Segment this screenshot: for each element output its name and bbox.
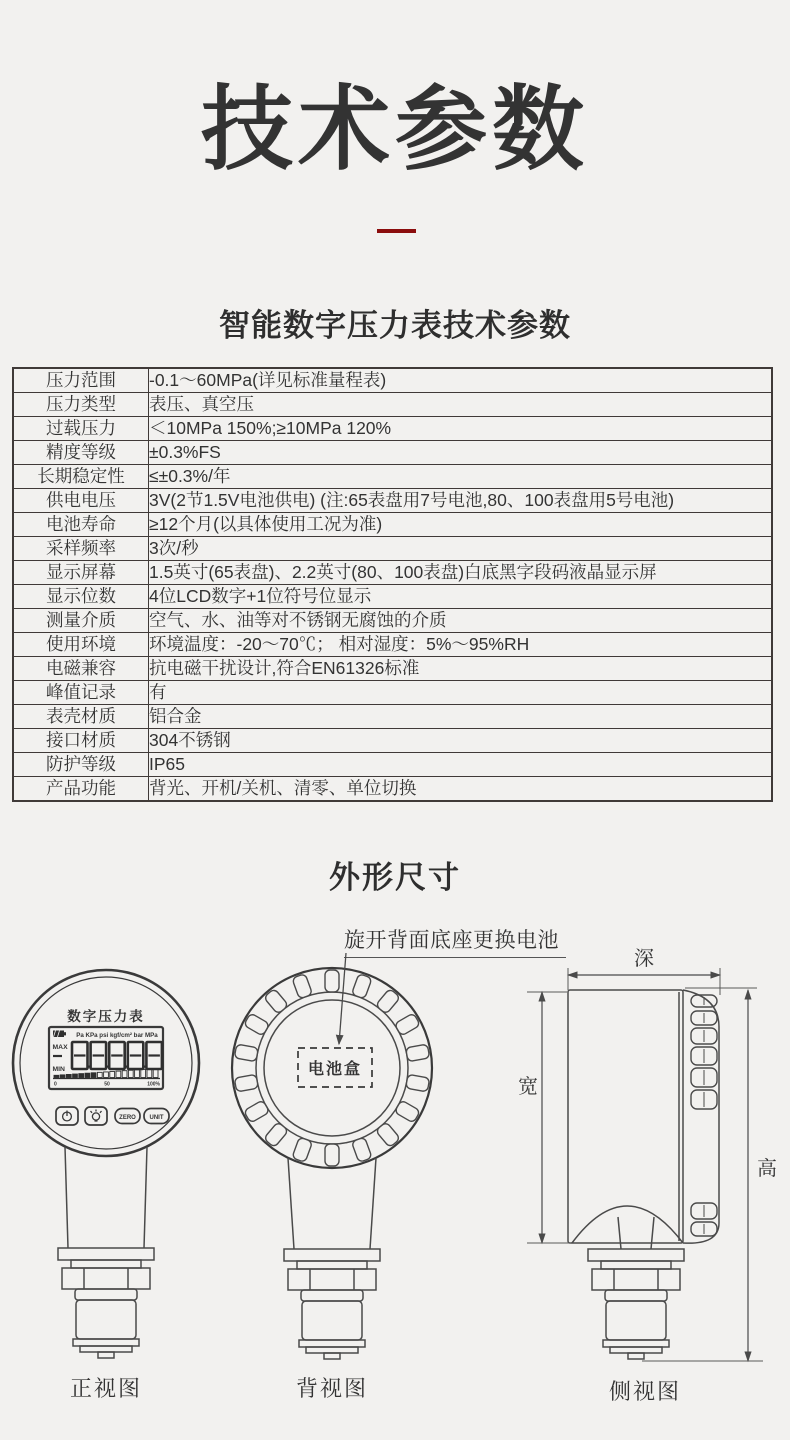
power-button <box>56 1107 78 1125</box>
bargraph-segment <box>122 1071 127 1078</box>
bargraph-segment <box>54 1075 59 1077</box>
fitting-part <box>71 1260 141 1268</box>
section-title-dimensions: 外形尺寸 <box>329 860 461 895</box>
spec-label: 接口材质 <box>13 729 149 753</box>
spec-value: IP65 <box>149 753 773 777</box>
fitting-part <box>297 1261 367 1269</box>
spec-value: 4位LCD数字+1位符号位显示 <box>149 585 773 609</box>
bargraph-segment <box>73 1074 78 1077</box>
fitting-part <box>605 1290 667 1301</box>
battery-leader-arrow <box>339 953 346 1044</box>
spec-row <box>13 729 772 753</box>
bargraph-segment <box>135 1070 140 1078</box>
spec-row <box>13 513 772 537</box>
spec-label: 电磁兼容 <box>13 657 149 681</box>
fitting-part <box>301 1290 363 1301</box>
spec-row <box>13 633 772 657</box>
spec-value: 铝合金 <box>149 705 773 729</box>
spec-row <box>13 609 772 633</box>
fitting-part <box>80 1346 132 1352</box>
bargraph-segment <box>97 1072 102 1077</box>
spec-row <box>13 561 772 585</box>
spec-label: 产品功能 <box>13 777 149 802</box>
knurl-bump <box>292 1137 313 1162</box>
process-fitting <box>284 1249 380 1359</box>
process-fitting <box>58 1248 154 1358</box>
front-view-figure <box>0 960 212 1380</box>
spec-label: 采样频率 <box>13 537 149 561</box>
spec-label: 使用环境 <box>13 633 149 657</box>
spec-label: 压力范围 <box>13 368 149 393</box>
knurl-bump <box>234 1044 258 1062</box>
bargraph-segment <box>116 1071 121 1077</box>
battery-icon <box>53 1031 66 1038</box>
lcd-scale-zero: 0 <box>54 1081 57 1088</box>
lcd-min-label: MIN <box>52 1066 65 1073</box>
spec-value: ≤±0.3%/年 <box>149 465 773 489</box>
spec-label: 测量介质 <box>13 609 149 633</box>
fitting-part <box>588 1249 684 1261</box>
spec-value: ＜10MPa 150%;≥10MPa 120% <box>149 417 773 441</box>
spec-label: 精度等级 <box>13 441 149 465</box>
fitting-part <box>610 1347 662 1353</box>
fitting-part <box>284 1249 380 1261</box>
knurl-bump <box>406 1074 430 1092</box>
spec-row <box>13 753 772 777</box>
spec-value: 1.5英寸(65表盘)、2.2英寸(80、100表盘)白底黑字段码液晶显示屏 <box>149 561 773 585</box>
page-subtitle: 智能数字压力表技术参数 <box>219 308 571 343</box>
spec-value: 304不锈钢 <box>149 729 773 753</box>
spec-label: 防护等级 <box>13 753 149 777</box>
fitting-part <box>288 1269 376 1290</box>
fitting-part <box>299 1340 365 1347</box>
stem-right <box>144 1147 147 1248</box>
spec-value: 背光、开机/关机、清零、单位切换 <box>149 777 773 802</box>
spec-row <box>13 585 772 609</box>
knurl-bump <box>351 974 372 999</box>
knurl-bump <box>325 970 339 992</box>
accent-dash <box>377 229 416 233</box>
spec-row <box>13 777 772 802</box>
spec-label: 显示位数 <box>13 585 149 609</box>
spec-value: -0.1～60MPa(详见标准量程表) <box>149 368 773 393</box>
stem-left <box>618 1217 621 1249</box>
stem-right <box>651 1217 654 1249</box>
spec-label: 供电电压 <box>13 489 149 513</box>
spec-row <box>13 417 772 441</box>
unit-button-label: UNIT <box>149 1114 164 1121</box>
stem-right <box>370 1158 376 1249</box>
fitting-part <box>75 1289 137 1300</box>
bargraph-segment <box>85 1073 90 1077</box>
spec-value: 抗电磁干扰设计,符合EN61326标准 <box>149 657 773 681</box>
spec-value: 3V(2节1.5V电池供电) (注:65表盘用7号电池,80、100表盘用5号电池) <box>149 489 773 513</box>
side-body <box>568 990 683 1243</box>
power-icon <box>63 1111 72 1121</box>
battery-box-label: 电池盒 <box>307 1061 363 1078</box>
spec-table <box>12 367 773 802</box>
caption-front-view: 正视图 <box>69 1376 142 1401</box>
spec-value: 有 <box>149 681 773 705</box>
backlight-button <box>85 1107 107 1125</box>
fitting-part <box>98 1352 114 1358</box>
stem-left <box>65 1147 68 1248</box>
spec-row <box>13 489 772 513</box>
spec-label: 表壳材质 <box>13 705 149 729</box>
spec-label: 显示屏幕 <box>13 561 149 585</box>
spec-value: 环境温度：-20～70℃； 相对湿度：5%～95%RH <box>149 633 773 657</box>
spec-value: ≥12个月(以具体使用工况为准) <box>149 513 773 537</box>
back-cover-ribs <box>691 995 717 1236</box>
spec-label: 峰值记录 <box>13 681 149 705</box>
knurl-bump <box>325 1144 339 1166</box>
caption-back-view: 背视图 <box>295 1376 368 1401</box>
spec-value: 空气、水、油等对不锈钢无腐蚀的介质 <box>149 609 773 633</box>
fitting-part <box>628 1353 644 1359</box>
fitting-part <box>302 1301 362 1340</box>
dim-height-label: 高 <box>757 1158 777 1180</box>
dim-depth-label: 深 <box>634 948 654 970</box>
lcd-digits <box>72 1042 162 1069</box>
bargraph-segment <box>141 1069 146 1077</box>
stem-left <box>288 1158 294 1249</box>
gauge-title: 数字压力表 <box>67 1009 145 1024</box>
spec-label: 过载压力 <box>13 417 149 441</box>
bargraph-segment <box>66 1074 71 1077</box>
fitting-part <box>601 1261 671 1269</box>
spec-label: 电池寿命 <box>13 513 149 537</box>
lcd-scale-mid: 50 <box>104 1081 110 1088</box>
spec-row <box>13 537 772 561</box>
bargraph-segment <box>60 1075 65 1078</box>
body-shoulder-curve <box>572 1206 683 1243</box>
knurl-bump <box>351 1137 372 1162</box>
caption-side-view: 侧视图 <box>608 1379 681 1404</box>
spec-row <box>13 441 772 465</box>
spec-row <box>13 368 772 393</box>
spec-label: 压力类型 <box>13 393 149 417</box>
bargraph-segment <box>79 1074 84 1078</box>
fitting-part <box>73 1339 139 1346</box>
side-view-figure <box>515 935 790 1395</box>
fitting-part <box>592 1269 680 1290</box>
lcd-units: Pa KPa psi kgf/cm² bar MPa <box>76 1032 158 1039</box>
process-fitting <box>588 1249 684 1359</box>
dim-width-label: 宽 <box>518 1076 538 1098</box>
bargraph-segment <box>128 1070 133 1077</box>
zero-button-label: ZERO <box>119 1114 136 1121</box>
fitting-part <box>324 1353 340 1359</box>
knurl-bump <box>406 1044 430 1062</box>
page-title: 技术参数 <box>200 79 589 181</box>
spec-row <box>13 705 772 729</box>
bargraph-segment <box>91 1073 96 1078</box>
lcd-scale-full: 100% <box>147 1081 160 1088</box>
knurl-bump <box>234 1074 258 1092</box>
fitting-part <box>606 1301 666 1340</box>
spec-value: 表压、真空压 <box>149 393 773 417</box>
bargraph-segment <box>104 1072 109 1078</box>
spec-table-body <box>13 368 772 801</box>
fitting-part <box>306 1347 358 1353</box>
fitting-part <box>603 1340 669 1347</box>
spec-row <box>13 681 772 705</box>
spec-row <box>13 657 772 681</box>
backlight-icon <box>91 1110 102 1122</box>
knurl-bump <box>292 974 313 999</box>
battery-annotation-label: 旋开背面底座更换电池 <box>344 924 566 958</box>
spec-row <box>13 465 772 489</box>
spec-value: ±0.3%FS <box>149 441 773 465</box>
fitting-part <box>62 1268 150 1289</box>
spec-value: 3次/秒 <box>149 537 773 561</box>
back-view-figure <box>225 940 440 1375</box>
spec-label: 长期稳定性 <box>13 465 149 489</box>
bargraph-segment <box>110 1072 115 1078</box>
spec-row <box>13 393 772 417</box>
fitting-part <box>58 1248 154 1260</box>
lcd-max-label: MAX <box>52 1044 68 1051</box>
fitting-part <box>76 1300 136 1339</box>
